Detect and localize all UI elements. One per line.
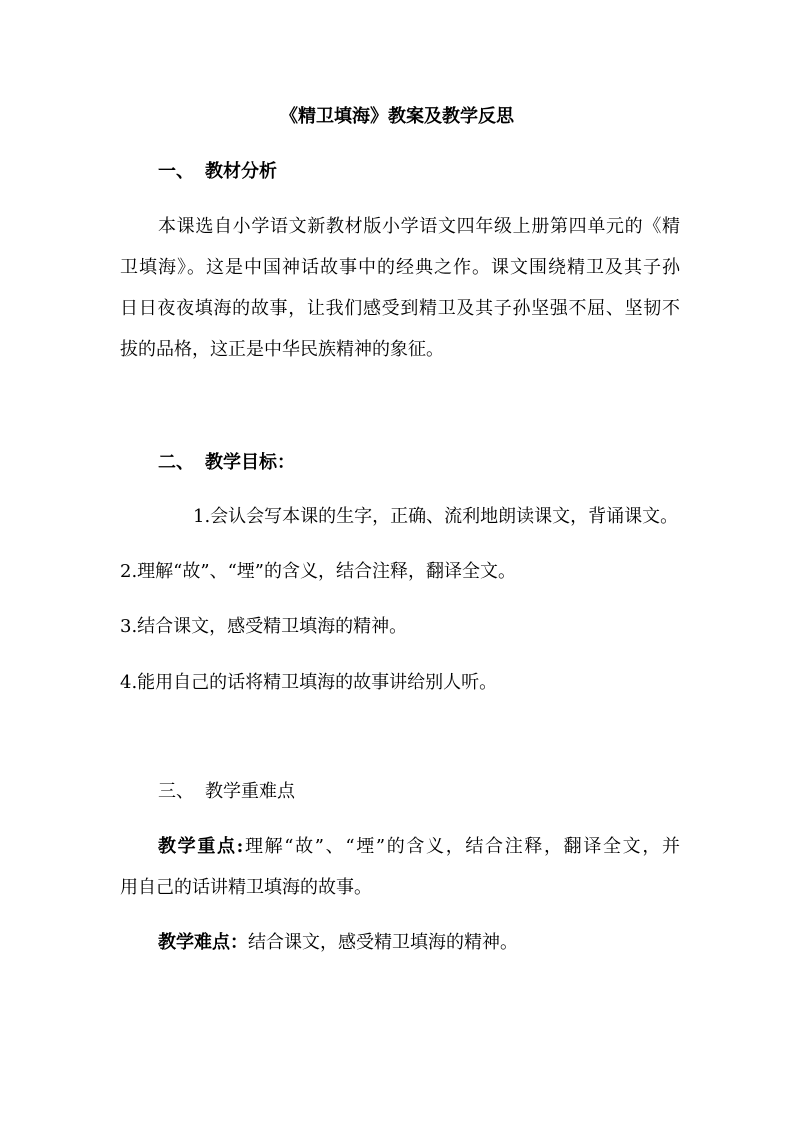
section-heading-keypoints <box>158 780 295 804</box>
section-title: 教材分析 <box>205 161 277 182</box>
key-point-line <box>158 835 680 859</box>
section-heading-objectives <box>158 451 295 475</box>
paragraph-line: 卫填海》。这是中国神话故事中的经典之作。课文围绕精卫及其子孙 <box>120 257 680 278</box>
difficulty-label: 教学难点： <box>158 932 248 953</box>
section-title: 教学重难点 <box>205 781 295 802</box>
key-point-text: 理解“故”、“堙”的含义，结合注释，翻译全文，并 <box>243 836 680 857</box>
section-number: 一、 <box>158 161 194 182</box>
objective-item: 2.理解“故”、“堙”的含义，结合注释，翻译全文。 <box>120 561 516 582</box>
key-point-line: 用自己的话讲精卫填海的故事。 <box>120 877 372 898</box>
section-number: 二、 <box>158 452 194 473</box>
section-title: 教学目标： <box>205 452 295 473</box>
section-number: 三、 <box>158 781 194 802</box>
paragraph-line: 本课选自小学语文新教材版小学语文四年级上册第四单元的《精 <box>158 216 680 237</box>
objective-item: 3.结合课文，感受精卫填海的精神。 <box>120 616 408 637</box>
paragraph-line: 日日夜夜填海的故事，让我们感受到精卫及其子孙坚强不屈、坚韧不 <box>120 298 680 319</box>
paragraph-line: 拔的品格，这正是中华民族精神的象征。 <box>120 339 444 360</box>
objective-item: 4.能用自己的话将精卫填海的故事讲给别人听。 <box>120 672 498 693</box>
objective-item: 1.会认会写本课的生字，正确、流利地朗读课文，背诵课文。 <box>193 506 679 527</box>
difficulty-line <box>158 931 518 955</box>
key-point-label: 教学重点: <box>158 836 244 857</box>
section-heading-analysis <box>158 160 277 184</box>
document-title: 《精卫填海》教案及教学反思 <box>280 106 514 127</box>
difficulty-text: 结合课文，感受精卫填海的精神。 <box>248 932 518 953</box>
